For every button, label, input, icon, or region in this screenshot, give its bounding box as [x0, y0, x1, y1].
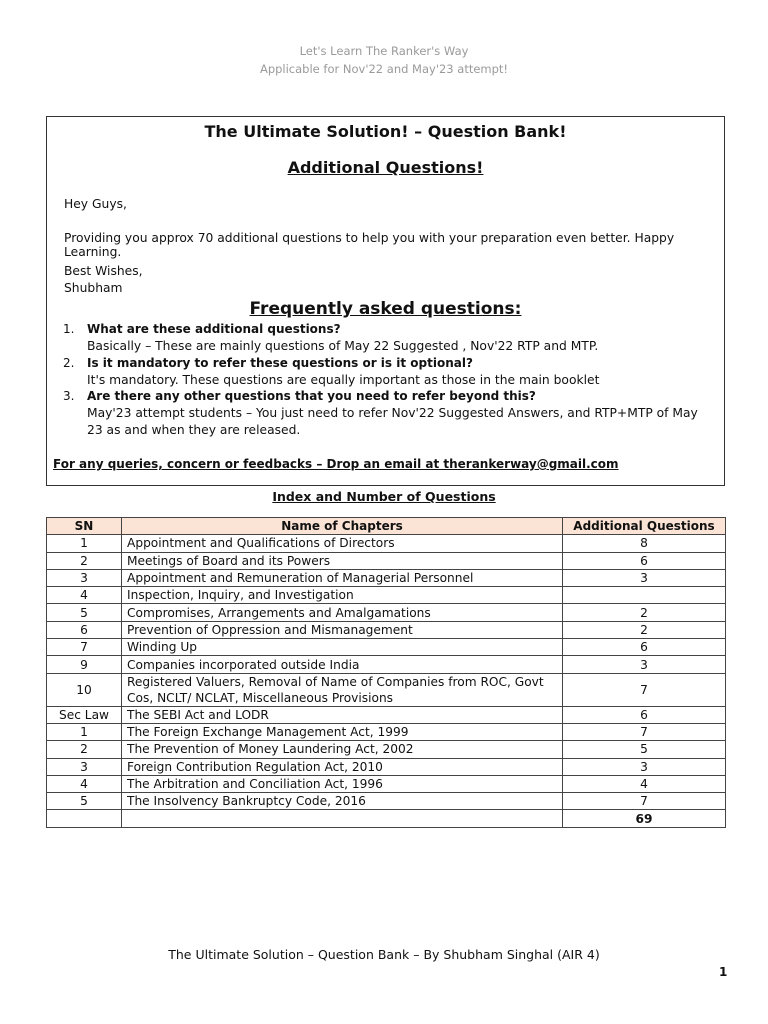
header-line-1: Let's Learn The Ranker's Way: [299, 44, 469, 58]
header-line-2: Applicable for Nov'22 and May'23 attempt!: [259, 62, 509, 76]
cell-chapter: Winding Up: [122, 639, 563, 656]
column-header-chapter: Name of Chapters: [122, 518, 563, 535]
cell-sn: 3: [47, 758, 122, 775]
total-count: 69: [563, 810, 726, 827]
cell-sn: 2: [47, 741, 122, 758]
table-row: [47, 741, 726, 758]
page-title: The Ultimate Solution! – Question Bank!: [204, 122, 567, 141]
table-row: [47, 552, 726, 569]
contact-line: For any queries, concern or feedbacks – Drop an email at therankerway@gmail.com: [53, 457, 619, 471]
table-row: [47, 639, 726, 656]
cell-sn: 4: [47, 775, 122, 792]
footer-text: The Ultimate Solution – Question Bank – By Shubham Singhal (AIR 4): [168, 947, 600, 962]
cell-chapter-empty: [122, 810, 563, 827]
faq-answer: It's mandatory. These questions are equally important as those in the main booklet: [87, 373, 600, 387]
cell-chapter: Foreign Contribution Regulation Act, 2010: [122, 758, 563, 775]
cell-chapter: Registered Valuers, Removal of Name of Companies from ROC, Govt Cos, NCLT/ NCLAT, Miscellaneous Provisions: [122, 673, 563, 706]
table-row: [47, 706, 726, 723]
table-header-row: [47, 518, 726, 535]
table-row: [47, 673, 726, 706]
signature: Shubham: [64, 281, 123, 295]
cell-chapter: The Insolvency Bankruptcy Code, 2016: [122, 793, 563, 810]
cell-sn: 3: [47, 569, 122, 586]
table-row: [47, 793, 726, 810]
closing: Best Wishes,: [64, 264, 143, 278]
table-row: [47, 587, 726, 604]
cell-count: 7: [563, 723, 726, 740]
cell-chapter: The Foreign Exchange Management Act, 1999: [122, 723, 563, 740]
cell-sn: 9: [47, 656, 122, 673]
cell-sn: 5: [47, 793, 122, 810]
cell-count: 3: [563, 569, 726, 586]
cell-chapter: Appointment and Remuneration of Managerial Personnel: [122, 569, 563, 586]
cell-chapter: The SEBI Act and LODR: [122, 706, 563, 723]
faq-number: 3.: [63, 389, 75, 403]
cell-sn: 6: [47, 621, 122, 638]
column-header-count: Additional Questions: [563, 518, 726, 535]
table-row: [47, 621, 726, 638]
cell-chapter: Inspection, Inquiry, and Investigation: [122, 587, 563, 604]
cell-sn: 7: [47, 639, 122, 656]
faq-answer: May'23 attempt students – You just need to refer Nov'22 Suggested Answers, and RTP+MTP of May 23 as and when they are released.: [87, 406, 698, 437]
cell-count: 4: [563, 775, 726, 792]
index-table: [46, 517, 726, 828]
cell-chapter: The Prevention of Money Laundering Act, 2002: [122, 741, 563, 758]
cell-sn-empty: [47, 810, 122, 827]
cell-count: 7: [563, 673, 726, 706]
intro-box: [46, 116, 725, 486]
faq-question: Are there any other questions that you need to refer beyond this?: [87, 389, 536, 403]
table-row: [47, 656, 726, 673]
cell-chapter: Prevention of Oppression and Mismanagement: [122, 621, 563, 638]
table-row: [47, 604, 726, 621]
table-row: [47, 723, 726, 740]
cell-sn: 5: [47, 604, 122, 621]
cell-count: 3: [563, 656, 726, 673]
cell-count: 7: [563, 793, 726, 810]
cell-count: 8: [563, 535, 726, 552]
faq-number: 2.: [63, 356, 75, 370]
cell-sn: 1: [47, 535, 122, 552]
cell-sn: 1: [47, 723, 122, 740]
greeting: Hey Guys,: [64, 197, 127, 211]
column-header-sn: SN: [47, 518, 122, 535]
total-row: [47, 810, 726, 827]
table-row: [47, 758, 726, 775]
cell-sn: Sec Law: [47, 706, 122, 723]
cell-count: 5: [563, 741, 726, 758]
cell-count: 6: [563, 639, 726, 656]
cell-count: 6: [563, 706, 726, 723]
index-heading: Index and Number of Questions: [272, 489, 496, 504]
cell-count: 3: [563, 758, 726, 775]
cell-chapter: Companies incorporated outside India: [122, 656, 563, 673]
faq-heading: Frequently asked questions:: [249, 299, 522, 319]
cell-sn: 4: [47, 587, 122, 604]
faq-number: 1.: [63, 322, 75, 336]
cell-chapter: Compromises, Arrangements and Amalgamations: [122, 604, 563, 621]
cell-chapter: The Arbitration and Conciliation Act, 1996: [122, 775, 563, 792]
cell-count: [563, 587, 726, 604]
cell-chapter: Meetings of Board and its Powers: [122, 552, 563, 569]
cell-count: 6: [563, 552, 726, 569]
table-row: [47, 535, 726, 552]
cell-count: 2: [563, 604, 726, 621]
table-row: [47, 569, 726, 586]
faq-question: What are these additional questions?: [87, 322, 341, 336]
intro-body: Providing you approx 70 additional questions to help you with your preparation even better. Happy Learning.: [64, 231, 675, 259]
faq-question: Is it mandatory to refer these questions or is it optional?: [87, 356, 473, 370]
table-row: [47, 775, 726, 792]
page-number: 1: [719, 965, 728, 979]
page-subtitle: Additional Questions!: [287, 158, 484, 177]
faq-answer: Basically – These are mainly questions of May 22 Suggested , Nov'22 RTP and MTP.: [87, 339, 599, 353]
cell-sn: 10: [47, 673, 122, 706]
cell-count: 2: [563, 621, 726, 638]
cell-sn: 2: [47, 552, 122, 569]
cell-chapter: Appointment and Qualifications of Directors: [122, 535, 563, 552]
